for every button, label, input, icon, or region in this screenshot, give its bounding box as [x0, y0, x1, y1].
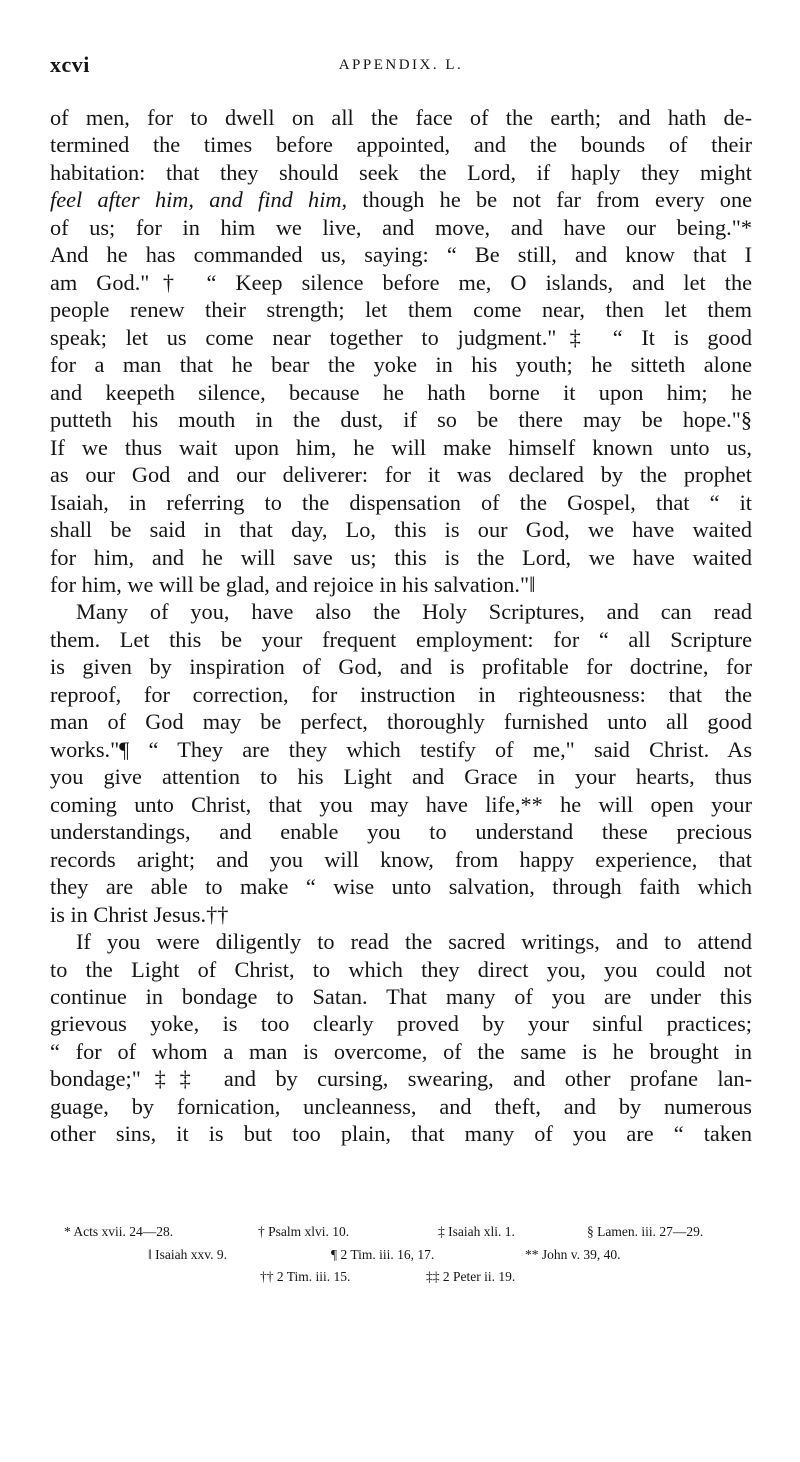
text-line: termined the times before appointed, and the bounds of their [50, 132, 752, 158]
text-line: reproof, for correction, for instruction in righteousness: that the [50, 681, 752, 707]
paragraph-first-line: If you were diligently to read the sacred writings, and to attend [76, 929, 752, 955]
footnote: ‖ Isaiah xxv. 9. [148, 1246, 228, 1262]
text-line: for a man that he bear the yoke in his youth; he sitteth alone [50, 352, 752, 378]
footnote: †† 2 Tim. iii. 15. [260, 1269, 351, 1284]
footnote: ‡ Isaiah xli. 1. [438, 1224, 515, 1239]
text-line: shall be said in that day, Lo, this is our God, we have waited [50, 517, 752, 543]
footnote: ‡‡ 2 Peter ii. 19. [426, 1269, 516, 1284]
text-line: to the Light of Christ, to which they direct you, you could not [50, 956, 752, 982]
text-line: people renew their strength; let them come near, then let them [50, 297, 752, 323]
footnote: ¶ 2 Tim. iii. 16, 17. [331, 1246, 435, 1262]
footnote: * Acts xvii. 24—28. [64, 1224, 174, 1239]
text-line: as our God and our deliverer: for it was declared by the prophet [50, 462, 752, 488]
text-line: habitation: that they should seek the Lord, if haply they might [50, 159, 752, 185]
text-line: records aright; and you will know, from happy experience, that [50, 846, 752, 872]
text-line: of us; for in him we live, and move, and have our being."* [50, 214, 752, 240]
text-line: guage, by fornication, uncleanness, and theft, and by numerous [50, 1093, 752, 1119]
text-line: speak; let us come near together to judgment."‡ “ It is good [50, 324, 752, 350]
text-line: If we thus wait upon him, he will make himself known unto us, [50, 434, 752, 460]
footnote: † Psalm xlvi. 10. [258, 1224, 350, 1239]
text-line: coming unto Christ, that you may have life,** he will open your [50, 791, 752, 817]
text-line: continue in bondage to Satan. That many of you are under this [50, 984, 752, 1009]
text-line: “ for of whom a man is overcome, of the same is he brought in [50, 1038, 752, 1064]
footnotes [50, 1224, 752, 1292]
text-line: understandings, and enable you to understand these precious [50, 819, 752, 845]
text-line: feel after him, and find him, though he be not far from every one [50, 187, 752, 213]
footnote: ** John v. 39, 40. [525, 1246, 621, 1262]
footnote: § Lamen. iii. 27—29. [587, 1224, 704, 1239]
text-line: Isaiah, in referring to the dispensation of the Gospel, that “ it [50, 489, 752, 515]
paragraph-first-line: Many of you, have also the Holy Scriptures, and can read [76, 599, 752, 625]
text-line: is given by inspiration of God, and is profitable for doctrine, for [50, 654, 752, 680]
text-line: for him, and he will save us; this is the Lord, we have waited [50, 544, 752, 570]
body-text [50, 104, 752, 1148]
text-line: for him, we will be glad, and rejoice in his salvation."‖ [50, 571, 536, 597]
text-line: is in Christ Jesus.†† [50, 901, 229, 927]
text-line: works."¶ “ They are they which testify of me," said Christ. As [50, 736, 752, 762]
text-line: grievous yoke, is too clearly proved by your sinful practices; [50, 1011, 752, 1037]
text-line: man of God may be perfect, thoroughly furnished unto all good [50, 709, 752, 735]
italic-phrase: feel after him, and find him, [50, 187, 348, 213]
page-number: xcvi [50, 52, 90, 77]
running-head [50, 52, 752, 82]
text-line: putteth his mouth in the dust, if so be there may be hope."§ [50, 407, 752, 433]
text-line: bondage;"‡‡ and by cursing, swearing, and other profane lan- [50, 1066, 752, 1092]
text-line: other sins, it is but too plain, that many of you are “ taken [50, 1121, 752, 1147]
footnote-row [50, 1269, 752, 1292]
text-line: and keepeth silence, because he hath borne it upon him; he [50, 379, 752, 405]
footnote-row [50, 1224, 752, 1247]
text-line: you give attention to his Light and Grace in your hearts, thus [50, 764, 752, 790]
running-head-title: APPENDIX. L. [338, 57, 464, 73]
text-line: And he has commanded us, saying: “ Be still, and know that I [50, 242, 752, 268]
text-line: they are able to make “ wise unto salvation, through faith which [50, 874, 752, 900]
text-line: them. Let this be your frequent employment: for “ all Scripture [50, 626, 752, 652]
text-line: am God."† “ Keep silence before me, O islands, and let the [50, 269, 752, 295]
footnote-row [50, 1247, 752, 1270]
text-line: of men, for to dwell on all the face of the earth; and hath de- [50, 105, 752, 130]
